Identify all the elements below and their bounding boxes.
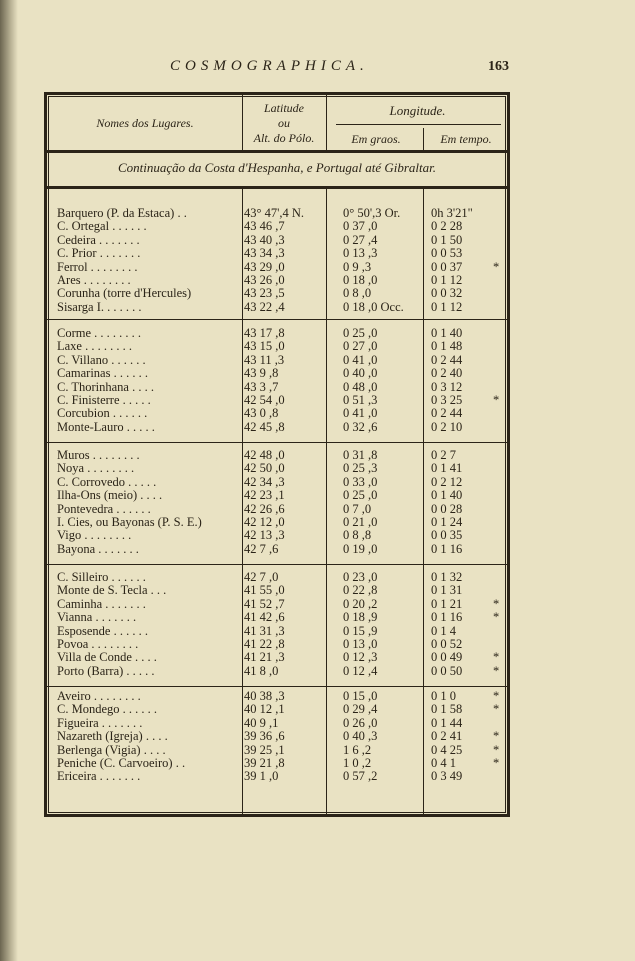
observation-mark: * xyxy=(493,742,500,757)
place-name: Esposende . . . . . . xyxy=(57,623,148,638)
longitude-degrees: 0 57 ,2 xyxy=(343,769,378,784)
latitude-value: 42 48 ,0 xyxy=(244,448,285,462)
longitude-degrees: 0 25 ,3 xyxy=(343,461,378,476)
observation-mark: * xyxy=(493,689,500,703)
longitude-degrees: 0 19 ,0 xyxy=(343,541,378,556)
longitude-time: 0 1 48 xyxy=(431,339,463,354)
place-name: Corme . . . . . . . . xyxy=(57,326,142,340)
latitude-value: 43 23 ,5 xyxy=(244,286,285,301)
table-caption: Continuação da Costa d'Hespanha, e Portugal até Gibraltar. xyxy=(117,160,437,175)
col-header-latitude-2: ou xyxy=(278,116,290,130)
table-row xyxy=(57,274,507,287)
table-row xyxy=(57,757,507,770)
place-name: Vigo . . . . . . . . xyxy=(57,528,132,543)
longitude-time: 0 4 25 xyxy=(431,742,463,757)
place-name: Corcubion . . . . . . xyxy=(57,406,148,421)
latitude-value: 43 34 ,3 xyxy=(244,246,285,261)
longitude-degrees: 0 48 ,0 xyxy=(343,379,378,394)
group-rule-2 xyxy=(47,442,507,443)
table-row xyxy=(57,394,507,407)
longitude-time: 0 1 0 xyxy=(431,689,456,703)
table-row xyxy=(57,651,507,664)
latitude-value: 39 1 ,0 xyxy=(244,769,279,784)
longitude-degrees: 0 40 ,0 xyxy=(343,366,378,381)
longitude-time: 0 3 12 xyxy=(431,379,463,394)
table-row xyxy=(57,462,507,475)
col-header-graos: Em graos. xyxy=(351,132,401,146)
longitude-time: 0 1 12 xyxy=(431,273,463,287)
table-row xyxy=(57,571,507,584)
longitude-degrees: 0 21 ,0 xyxy=(343,515,378,529)
latitude-value: 43 40 ,3 xyxy=(244,232,285,247)
longitude-degrees: 0 32 ,6 xyxy=(343,419,378,434)
latitude-value: 42 23 ,1 xyxy=(244,488,285,503)
table-row xyxy=(57,407,507,420)
table-row xyxy=(57,327,507,340)
longitude-degrees: 0 33 ,0 xyxy=(343,474,378,489)
longitude-time: 0 1 44 xyxy=(431,715,463,730)
table-row xyxy=(57,503,507,516)
longitude-degrees: 0 51 ,3 xyxy=(343,393,378,407)
header-bottom-rule xyxy=(47,150,507,153)
table-row xyxy=(57,598,507,611)
table-row xyxy=(57,220,507,233)
col-header-latitude-1: Latitude xyxy=(263,101,304,115)
observation-mark: * xyxy=(493,650,500,665)
longitude-time: 0 0 52 xyxy=(431,637,463,651)
longitude-time: 0 1 24 xyxy=(431,515,463,529)
longitude-degrees: 0 12 ,3 xyxy=(343,650,378,665)
longitude-degrees: 0 20 ,2 xyxy=(343,596,378,611)
place-name: C. Silleiro . . . . . . xyxy=(57,570,146,584)
table-row xyxy=(57,529,507,542)
longitude-time: 0 0 53 xyxy=(431,246,463,261)
latitude-value: 40 38 ,3 xyxy=(244,689,285,703)
place-name: Figueira . . . . . . . xyxy=(57,715,143,730)
longitude-degrees: 0 9 ,3 xyxy=(343,259,372,274)
place-name: C. Ortegal . . . . . . xyxy=(57,219,147,234)
latitude-value: 40 12 ,1 xyxy=(244,702,285,717)
longitude-time: 0 1 21 xyxy=(431,596,463,611)
longitude-time: 0 0 35 xyxy=(431,528,463,543)
latitude-value: 43 9 ,8 xyxy=(244,366,279,381)
latitude-value: 42 50 ,0 xyxy=(244,461,285,476)
place-name: Pontevedra . . . . . . xyxy=(57,501,151,516)
longitude-time: 0h 3'21" xyxy=(431,206,473,220)
longitude-degrees: 0 8 ,8 xyxy=(343,528,372,543)
longitude-brace-rule xyxy=(336,124,501,125)
table-row xyxy=(57,717,507,730)
longitude-degrees: 0 40 ,3 xyxy=(343,729,378,744)
longitude-time: 0 2 40 xyxy=(431,366,463,381)
table-row xyxy=(57,301,507,314)
longitude-time: 0 2 44 xyxy=(431,352,463,367)
longitude-degrees: 0 22 ,8 xyxy=(343,583,378,598)
latitude-value: 43 3 ,7 xyxy=(244,379,279,394)
longitude-time: 0 1 31 xyxy=(431,583,463,598)
longitude-time: 0 3 25 xyxy=(431,393,463,407)
place-name: Ilha-Ons (meio) . . . . xyxy=(57,488,163,503)
place-name: Ericeira . . . . . . . xyxy=(57,769,141,784)
table-row xyxy=(57,770,507,783)
observation-mark: * xyxy=(493,596,500,611)
col-header-longitude: Longitude. xyxy=(389,103,446,118)
column-rule-1 xyxy=(242,95,243,151)
latitude-value: 41 22 ,8 xyxy=(244,637,285,651)
table-row xyxy=(57,421,507,434)
longitude-time: 0 2 41 xyxy=(431,729,463,744)
group-rule-3 xyxy=(47,564,507,565)
observation-mark: * xyxy=(493,729,500,744)
table-row xyxy=(57,207,507,220)
table-row xyxy=(57,584,507,597)
longitude-degrees: 0 27 ,4 xyxy=(343,232,378,247)
col-header-latitude-3: Alt. do Pólo. xyxy=(253,131,315,145)
place-name: Laxe . . . . . . . . xyxy=(57,339,132,354)
longitude-time: 0 0 37 xyxy=(431,259,463,274)
running-title: COSMOGRAPHICA. xyxy=(170,58,369,74)
caption-bottom-rule xyxy=(47,186,507,189)
longitude-degrees: 0 18 ,0 xyxy=(343,273,378,287)
observation-mark: * xyxy=(493,610,500,625)
table-row xyxy=(57,354,507,367)
place-name: Nazareth (Igreja) . . . . xyxy=(57,729,168,744)
latitude-value: 42 26 ,6 xyxy=(244,501,285,516)
observation-mark: * xyxy=(493,756,500,770)
group-rule-1 xyxy=(47,319,507,320)
longitude-time: 0 0 50 xyxy=(431,663,463,678)
latitude-value: 43 22 ,4 xyxy=(244,299,285,314)
place-name: Berlenga (Vigia) . . . . xyxy=(57,742,166,757)
longitude-degrees: 1 6 ,2 xyxy=(343,742,372,757)
place-name: Corunha (torre d'Hercules) xyxy=(57,286,192,301)
latitude-value: 43 11 ,3 xyxy=(244,352,285,367)
table-row xyxy=(57,489,507,502)
longitude-degrees: 0 18 ,9 xyxy=(343,610,378,625)
table-row xyxy=(57,543,507,556)
table-row xyxy=(57,516,507,529)
observation-mark: * xyxy=(493,663,500,678)
table-row xyxy=(57,690,507,703)
latitude-value: 39 36 ,6 xyxy=(244,729,285,744)
place-name: Barquero (P. da Estaca) . . xyxy=(57,206,187,220)
place-name: Bayona . . . . . . . xyxy=(57,541,139,556)
table-row xyxy=(57,665,507,678)
longitude-time: 0 1 4 xyxy=(431,623,456,638)
longitude-time: 0 2 10 xyxy=(431,419,463,434)
place-name: I. Cies, ou Bayonas (P. S. E.) xyxy=(57,515,202,529)
table-row xyxy=(57,703,507,716)
table-row xyxy=(57,625,507,638)
longitude-time: 0 2 7 xyxy=(431,448,456,462)
longitude-time: 0 2 12 xyxy=(431,474,463,489)
page-gutter-shadow xyxy=(0,0,18,961)
latitude-value: 42 54 ,0 xyxy=(244,393,285,407)
table-row xyxy=(57,730,507,743)
place-name: Porto (Barra) . . . . . xyxy=(57,663,155,678)
longitude-degrees: 0 23 ,0 xyxy=(343,570,378,584)
longitude-degrees: 0 25 ,0 xyxy=(343,488,378,503)
longitude-degrees: 0 26 ,0 xyxy=(343,715,378,730)
longitude-degrees: 0 8 ,0 xyxy=(343,286,372,301)
longitude-degrees: 0 13 ,3 xyxy=(343,246,378,261)
latitude-value: 40 9 ,1 xyxy=(244,715,279,730)
longitude-degrees: 0 41 ,0 xyxy=(343,406,378,421)
longitude-degrees: 0 27 ,0 xyxy=(343,339,378,354)
observation-mark: * xyxy=(493,259,500,274)
longitude-degrees: 0 15 ,0 xyxy=(343,689,378,703)
place-name: Caminha . . . . . . . xyxy=(57,596,146,611)
longitude-degrees: 0 29 ,4 xyxy=(343,702,378,717)
longitude-degrees: 0 15 ,9 xyxy=(343,623,378,638)
longitude-time: 0 0 32 xyxy=(431,286,463,301)
place-name: Sisarga I. . . . . . . xyxy=(57,299,142,314)
longitude-time: 0 1 12 xyxy=(431,299,463,314)
latitude-value: 43 29 ,0 xyxy=(244,259,285,274)
place-name: Camarinas . . . . . . xyxy=(57,366,148,381)
group-rule-4 xyxy=(47,686,507,687)
longitude-time: 0 1 16 xyxy=(431,541,463,556)
table-row xyxy=(57,744,507,757)
longitude-time: 0 2 44 xyxy=(431,406,463,421)
longitude-time: 0 2 28 xyxy=(431,219,463,234)
table-row xyxy=(57,287,507,300)
latitude-value: 41 42 ,6 xyxy=(244,610,285,625)
place-name: Noya . . . . . . . . xyxy=(57,461,135,476)
latitude-value: 43 0 ,8 xyxy=(244,406,279,421)
longitude-degrees: 0 12 ,4 xyxy=(343,663,378,678)
latitude-value: 41 8 ,0 xyxy=(244,663,279,678)
longitude-time: 0 1 32 xyxy=(431,570,463,584)
latitude-value: 42 7 ,6 xyxy=(244,541,279,556)
longitude-time: 0 4 1 xyxy=(431,756,456,770)
latitude-value: 43 26 ,0 xyxy=(244,273,285,287)
place-name: Povoa . . . . . . . . xyxy=(57,637,139,651)
table-row xyxy=(57,340,507,353)
place-name: C. Villano . . . . . . xyxy=(57,352,146,367)
longitude-time: 0 1 41 xyxy=(431,461,463,476)
table-row xyxy=(57,234,507,247)
place-name: C. Thorinhana . . . . xyxy=(57,379,154,394)
longitude-time: 0 0 28 xyxy=(431,501,463,516)
column-rule-3 xyxy=(423,128,424,150)
longitude-degrees: 0 25 ,0 xyxy=(343,326,378,340)
table-row xyxy=(57,381,507,394)
longitude-time: 0 0 49 xyxy=(431,650,463,665)
place-name: C. Mondego . . . . . . xyxy=(57,702,157,717)
place-name: Villa de Conde . . . . xyxy=(57,650,157,665)
longitude-degrees: 0 37 ,0 xyxy=(343,219,378,234)
place-name: Peniche (C. Carvoeiro) . . xyxy=(57,756,186,770)
latitude-value: 42 34 ,3 xyxy=(244,474,285,489)
place-name: Cedeira . . . . . . . xyxy=(57,232,140,247)
latitude-value: 42 45 ,8 xyxy=(244,419,285,434)
longitude-time: 0 1 40 xyxy=(431,326,463,340)
latitude-value: 43° 47',4 N. xyxy=(244,206,305,220)
place-name: Muros . . . . . . . . xyxy=(57,448,140,462)
place-name: Ares . . . . . . . . xyxy=(57,273,131,287)
longitude-degrees: 0 7 ,0 xyxy=(343,501,372,516)
latitude-value: 42 13 ,3 xyxy=(244,528,285,543)
table-row xyxy=(57,367,507,380)
latitude-value: 39 21 ,8 xyxy=(244,756,285,770)
table-row xyxy=(57,611,507,624)
place-name: Aveiro . . . . . . . . xyxy=(57,689,141,703)
latitude-value: 42 12 ,0 xyxy=(244,515,285,529)
longitude-time: 0 1 16 xyxy=(431,610,463,625)
observation-mark: * xyxy=(493,702,500,717)
latitude-value: 41 21 ,3 xyxy=(244,650,285,665)
longitude-time: 0 3 49 xyxy=(431,769,463,784)
latitude-value: 43 17 ,8 xyxy=(244,326,285,340)
longitude-degrees: 0 18 ,0 Occ. xyxy=(343,299,404,314)
longitude-degrees: 0 13 ,0 xyxy=(343,637,378,651)
latitude-value: 41 55 ,0 xyxy=(244,583,285,598)
place-name: C. Finisterre . . . . . xyxy=(57,393,151,407)
latitude-value: 42 7 ,0 xyxy=(244,570,279,584)
place-name: C. Corrovedo . . . . . xyxy=(57,474,157,489)
place-name: Monte de S. Tecla . . . xyxy=(57,583,167,598)
table-row xyxy=(57,476,507,489)
col-header-names: Nomes dos Lugares. xyxy=(96,116,194,130)
latitude-value: 43 46 ,7 xyxy=(244,219,285,234)
longitude-degrees: 0 31 ,8 xyxy=(343,448,378,462)
longitude-degrees: 0° 50',3 Or. xyxy=(343,206,401,220)
observation-mark: * xyxy=(493,393,500,407)
longitude-time: 0 1 40 xyxy=(431,488,463,503)
table-row xyxy=(57,261,507,274)
longitude-time: 0 1 50 xyxy=(431,232,463,247)
longitude-degrees: 0 41 ,0 xyxy=(343,352,378,367)
longitude-time: 0 1 58 xyxy=(431,702,463,717)
latitude-value: 43 15 ,0 xyxy=(244,339,285,354)
place-name: Monte-Lauro . . . . . xyxy=(57,419,155,434)
latitude-value: 39 25 ,1 xyxy=(244,742,285,757)
place-name: Vianna . . . . . . . xyxy=(57,610,137,625)
latitude-value: 41 52 ,7 xyxy=(244,596,285,611)
longitude-degrees: 1 0 ,2 xyxy=(343,756,372,770)
latitude-value: 41 31 ,3 xyxy=(244,623,285,638)
table-row xyxy=(57,247,507,260)
table-row xyxy=(57,638,507,651)
table-row xyxy=(57,449,507,462)
page-number: 163 xyxy=(488,59,509,74)
column-rule-2 xyxy=(326,95,327,151)
place-name: Ferrol . . . . . . . . xyxy=(57,259,138,274)
place-name: C. Prior . . . . . . . xyxy=(57,246,141,261)
col-header-tempo: Em tempo. xyxy=(440,132,492,146)
